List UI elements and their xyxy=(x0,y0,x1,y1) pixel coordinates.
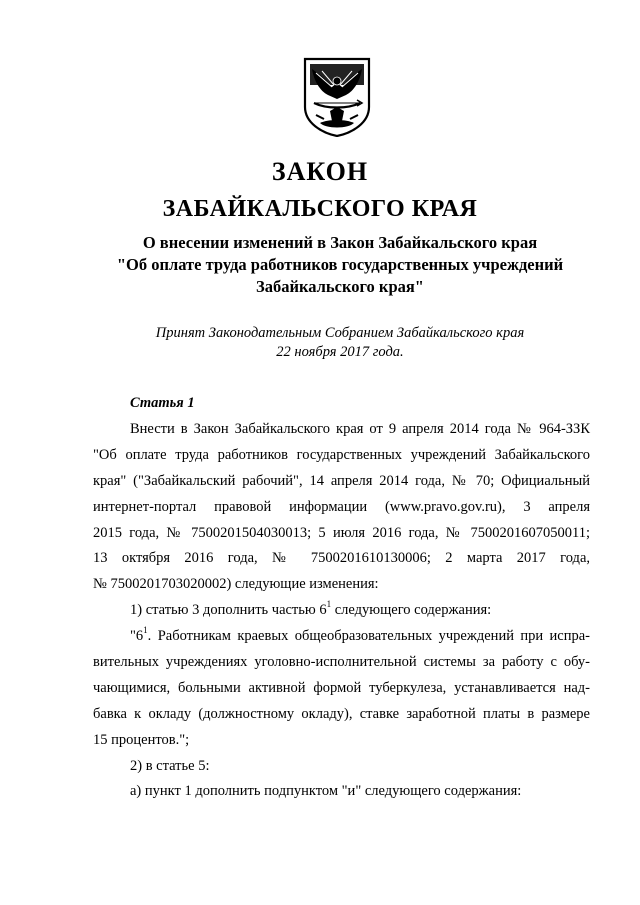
adoption-note xyxy=(60,324,620,362)
superscript: 1 xyxy=(326,599,332,610)
item-text: 1) статью 3 дополнить частью 6 xyxy=(130,602,327,619)
amendment-item-2: 2) в статье 5: xyxy=(130,757,210,774)
quoted-part-line: вительных учреждениях уголовно-исполнительной системы за работу с обу- xyxy=(93,654,590,671)
adoption-date: 22 ноября 2017 года. xyxy=(276,344,404,360)
quoted-part-line: чающимися, больными активной формой туберкулеза, устанавливается над- xyxy=(93,679,590,696)
subtitle-line: О внесении изменений в Закон Забайкальского края xyxy=(142,233,538,252)
paragraph-line: Внести в Закон Забайкальского края от 9 апреля 2014 года № 964-ЗЗК xyxy=(130,421,590,437)
paragraph-line: края" ("Забайкальский рабочий", 14 апреля 2014 года, № 70; Официальный xyxy=(93,472,590,489)
coat-of-arms-emblem-icon xyxy=(302,57,372,137)
law-title: ЗАКОН xyxy=(271,157,369,186)
subtitle-line: Забайкальского края" xyxy=(256,277,424,296)
quote-text: . Работникам краевых общеобразовательных учреждений при испра- xyxy=(147,628,590,645)
subtitle-line: "Об оплате труда работников государственных учреждений xyxy=(116,255,564,274)
quote-text: "6 xyxy=(130,628,144,645)
quoted-part-line: 15 процентов."; xyxy=(93,731,190,748)
law-subtitle xyxy=(60,232,620,298)
paragraph-line: "Об оплате труда работников государственных учреждений Забайкальского xyxy=(93,446,590,463)
amendment-item-2a: а) пункт 1 дополнить подпунктом "и" следующего содержания: xyxy=(130,783,522,800)
paragraph-line: интернет-портал правовой информации (www.pravo.gov.ru), 3 апреля xyxy=(93,498,590,515)
quoted-part-line: бавка к окладу (должностному окладу), ставке заработной платы в размере xyxy=(93,705,590,722)
article-body xyxy=(93,417,590,805)
article-heading: Статья 1 xyxy=(130,395,195,411)
paragraph-line: № 7500201703020002) следующие изменения: xyxy=(93,576,379,593)
amendment-item-1 xyxy=(93,598,590,624)
superscript: 1 xyxy=(143,625,148,636)
paragraph-line: 13 октября 2016 года, № 7500201610130006; 2 марта 2017 года, xyxy=(93,550,590,567)
paragraph-line: 2015 года, № 7500201504030013; 5 июля 2016 года, № 7500201607050011; xyxy=(93,524,590,541)
adoption-line: Принят Законодательным Собранием Забайкальского края xyxy=(155,325,525,341)
item-text: следующего содержания: xyxy=(331,602,492,619)
quoted-part-line xyxy=(93,624,590,650)
region-title: ЗАБАЙКАЛЬСКОГО КРАЯ xyxy=(162,196,478,222)
